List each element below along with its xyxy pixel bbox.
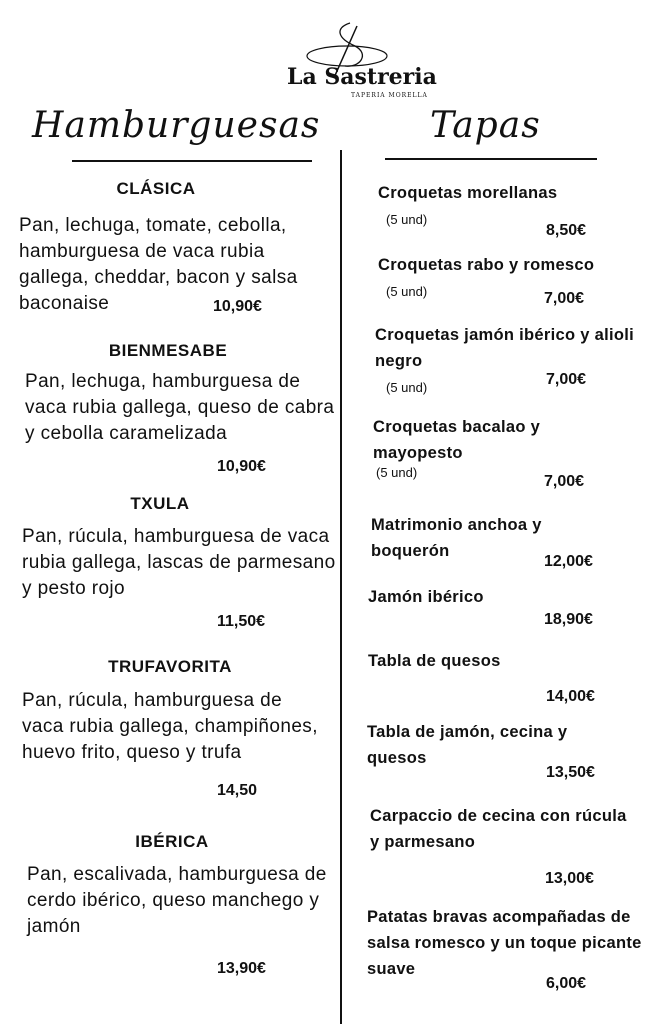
burger-name: TRUFAVORITA [108,657,232,676]
tapas-heading: Tapas [430,105,541,146]
hamburguesas-heading: Hamburguesas [32,105,321,146]
tapa-price: 7,00€ [546,371,587,388]
tapa-price: 7,00€ [544,290,585,307]
tapa-price: 18,90€ [544,611,593,628]
burger-name: BIENMESABE [108,341,228,360]
burger-desc: Pan, rúcula, hamburguesa de vaca rubia gallega, lascas de parmesano y pesto rojo [22,526,336,599]
tapa-name: Croquetas bacalao y mayopesto [373,418,541,462]
burger-name: TXULA [130,494,190,513]
burger-price: 14,50 [217,782,258,799]
burger-desc: Pan, lechuga, hamburguesa de vaca rubia gallega, queso de cabra y cebolla caramelizada [25,371,335,444]
divider [385,158,597,160]
tapa-note: (5 und) [386,380,428,395]
burger-price: 13,90€ [217,960,266,977]
burger-price: 11,50€ [217,613,266,630]
tapa-name: Jamón ibérico [368,588,484,606]
tapa-price: 13,00€ [545,870,594,887]
tapa-name: Croquetas rabo y romesco [378,256,595,274]
column-divider [340,150,342,1024]
tapa-name: Matrimonio anchoa y boquerón [371,516,542,560]
burger-name: IBÉRICA [135,832,209,851]
logo-subtitle: TAPERIA MORELLA [351,92,428,99]
tapa-price: 7,00€ [544,473,585,490]
logo-name: La Sastreria [287,64,437,90]
tapa-price: 13,50€ [546,764,595,781]
tapa-name: Carpaccio de cecina con rúcula y parmesano [370,807,627,851]
logo [285,18,437,103]
burger-desc: Pan, rúcula, hamburguesa de vaca rubia gallega, champiñones, huevo frito, queso y trufa [22,690,318,763]
tapa-name: Tabla de quesos [368,652,501,670]
divider [72,160,312,162]
tapa-price: 8,50€ [546,222,587,239]
burger-price: 10,90€ [213,298,262,315]
burger-desc: Pan, escalivada, hamburguesa de cerdo ibérico, queso manchego y jamón [27,864,327,937]
tapa-price: 12,00€ [544,553,593,570]
tapa-price: 14,00€ [546,688,595,705]
tapa-note: (5 und) [386,284,428,299]
burger-price: 10,90€ [217,458,266,475]
tapa-price: 6,00€ [546,975,587,992]
tapa-name: Tabla de jamón, cecina y quesos [367,723,568,767]
burger-name: CLÁSICA [116,179,196,198]
tapa-note: (5 und) [376,465,418,480]
burger-desc: Pan, lechuga, tomate, cebolla, hamburguesa de vaca rubia gallega, cheddar, bacon y salsa baconaise [19,215,298,314]
tapa-name: Croquetas morellanas [378,184,558,202]
tapa-name: Patatas bravas acompañadas de salsa romesco y un toque picante suave [367,908,642,978]
tapa-note: (5 und) [386,212,428,227]
tapa-name: Croquetas jamón ibérico y alioli negro [375,326,634,370]
